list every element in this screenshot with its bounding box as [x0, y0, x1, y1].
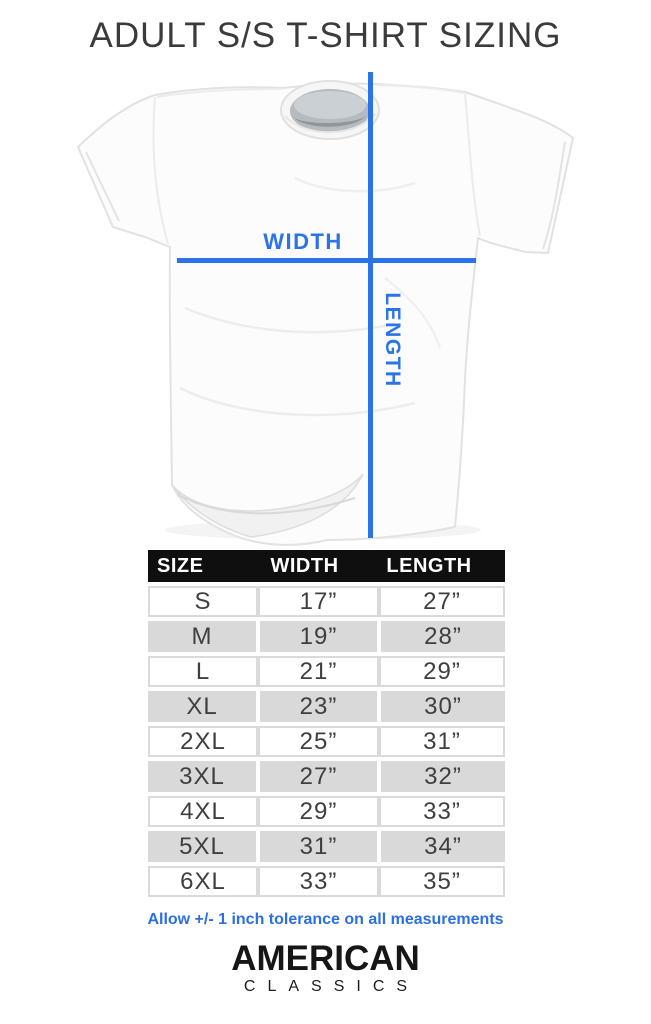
shirt-body: [78, 84, 573, 545]
table-row-xl: [148, 691, 505, 722]
size-cell: 3XL: [148, 761, 256, 792]
table-row-6xl: [148, 866, 505, 897]
width-cell: 23”: [256, 691, 377, 722]
brand-logo: [0, 941, 651, 995]
size-cell: XL: [148, 691, 256, 722]
width-cell: 29”: [256, 796, 377, 827]
width-measure-line: [177, 258, 476, 263]
table-row-m: [148, 621, 505, 652]
column-header-length: LENGTH: [377, 550, 505, 582]
size-cell: 5XL: [148, 831, 256, 862]
tolerance-note: Allow +/- 1 inch tolerance on all measurements: [147, 911, 504, 928]
column-header-size: SIZE: [148, 550, 256, 582]
length-cell: 32”: [377, 761, 505, 792]
length-cell: 28”: [377, 621, 505, 652]
table-row-2xl: [148, 726, 505, 757]
width-cell: 31”: [256, 831, 377, 862]
brand-subname: CLASSICS: [243, 978, 420, 995]
table-row-l: [148, 656, 505, 687]
length-label: LENGTH: [381, 292, 404, 388]
width-cell: 33”: [256, 866, 377, 897]
length-cell: 30”: [377, 691, 505, 722]
tshirt-photo: [55, 58, 595, 558]
size-cell: 2XL: [148, 726, 256, 757]
length-measure-line: [368, 72, 373, 538]
table-row-s: [148, 586, 505, 617]
width-cell: 19”: [256, 621, 377, 652]
size-cell: 4XL: [148, 796, 256, 827]
length-cell: 27”: [377, 586, 505, 617]
size-cell: L: [148, 656, 256, 687]
collar: [281, 81, 379, 139]
size-cell: 6XL: [148, 866, 256, 897]
width-cell: 27”: [256, 761, 377, 792]
size-cell: S: [148, 586, 256, 617]
width-label: WIDTH: [263, 229, 343, 254]
length-cell: 31”: [377, 726, 505, 757]
table-row-4xl: [148, 796, 505, 827]
length-cell: 35”: [377, 866, 505, 897]
width-cell: 25”: [256, 726, 377, 757]
width-cell: 17”: [256, 586, 377, 617]
length-cell: 33”: [377, 796, 505, 827]
length-cell: 34”: [377, 831, 505, 862]
brand-name: AMERICAN: [231, 939, 420, 978]
page-title: ADULT S/S T-SHIRT SIZING: [89, 16, 562, 55]
length-cell: 29”: [377, 656, 505, 687]
width-cell: 21”: [256, 656, 377, 687]
size-table-header-row: [148, 550, 505, 582]
size-cell: M: [148, 621, 256, 652]
size-table: [148, 546, 505, 901]
column-header-width: WIDTH: [256, 550, 377, 582]
table-row-3xl: [148, 761, 505, 792]
table-row-5xl: [148, 831, 505, 862]
